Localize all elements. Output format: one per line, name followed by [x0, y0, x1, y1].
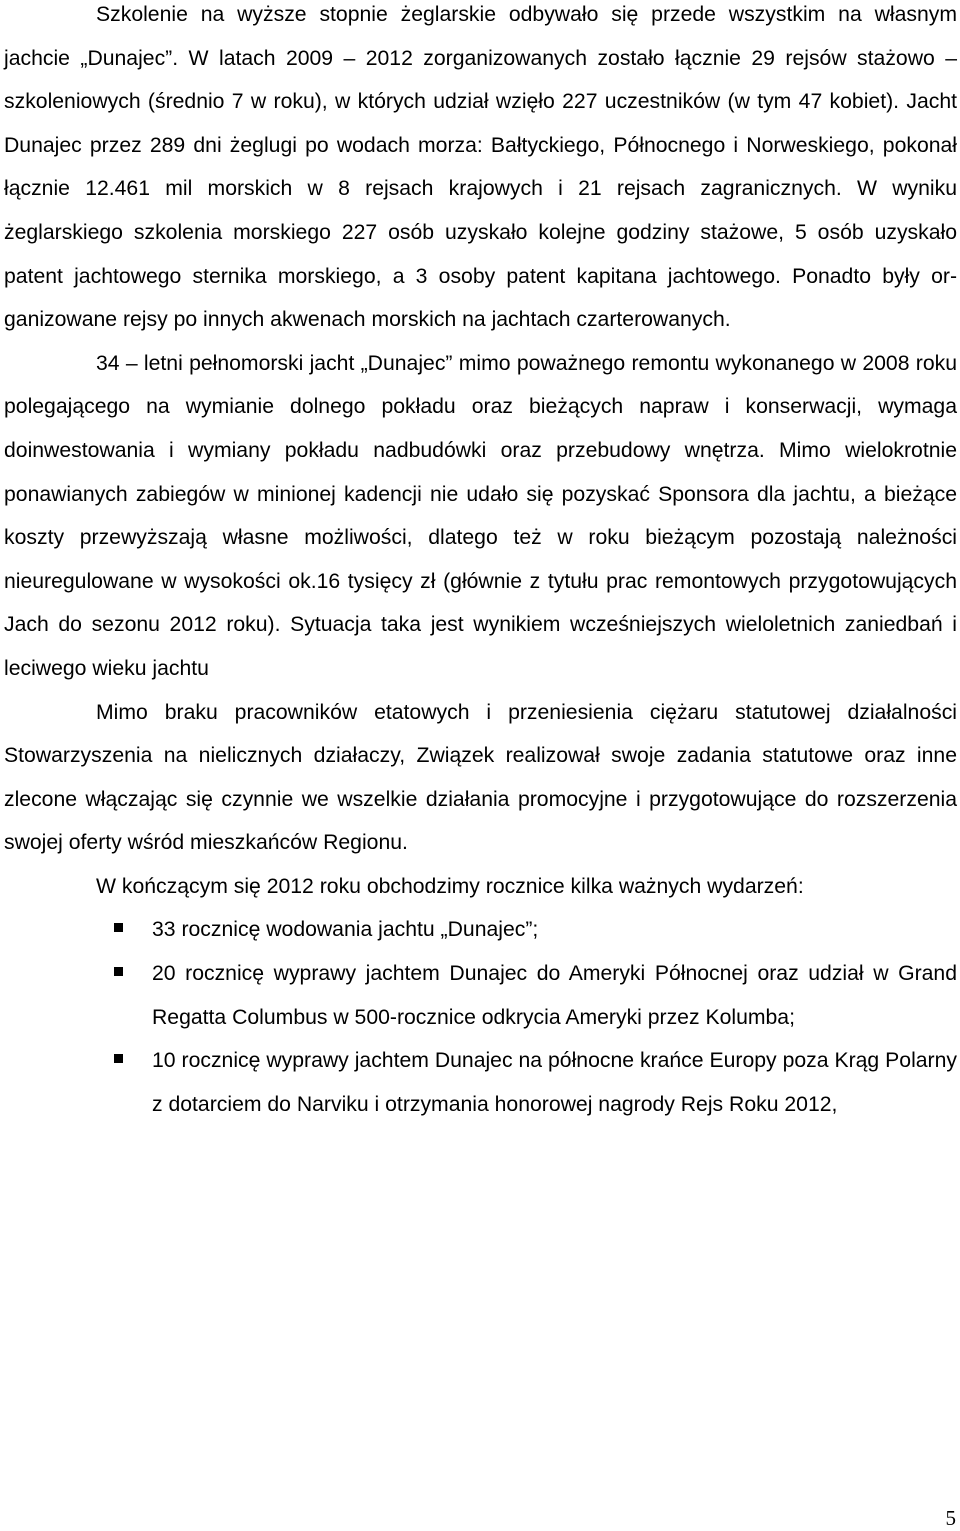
anniversary-list	[4, 908, 957, 1126]
list-item	[4, 952, 957, 1039]
square-bullet-icon	[114, 923, 123, 932]
list-item	[4, 1039, 957, 1126]
paragraph-anniversaries-intro: W kończącym się 2012 roku obchodzimy rocznice kilka ważnych wydarzeń:	[96, 874, 804, 898]
list-item-text: 33 rocznicę wodowania jachtu „Dunajec”;	[152, 918, 539, 942]
square-bullet-icon	[114, 1054, 123, 1063]
square-bullet-icon	[114, 967, 123, 976]
paragraph-association-activity: Mimo braku pracowników etatowych i przeniesienia ciężaru statutowej działalności Stowarzyszenia na nielicznych działaczy, Związek realizował swoje zadania statutowe oraz inne zlecone włączając się czynnie we wszelkie działania promocyjne i przygotowujące do rozszerzenia swojej oferty wśród mieszkańców Regionu.	[4, 700, 957, 855]
paragraph-sailing-training: Szkolenie na wyższe stopnie żeglarskie odbywało się przede wszystkim na własnym jachcie „Dunajec”. W latach 2009 – 2012 zorganizowanych zostało łącznie 29 rejsów stażowo – szkoleniowych (średnio 7 w roku), w których udział wzięło 227 uczestników (w tym 47 kobiet). Jacht Dunajec przez 289 dni żeglugi po wodach morza: Bałtyckiego, Północnego i Norweskiego, pokonał łącznie 12.461 mil morskich w 8 rejsach krajowych i 21 rejsach zagranicznych. W wyniku żeglarskiego szkolenia morskiego 227 osób uzyskało kolejne godziny stażowe, 5 osób uzyskało patent jachtowego sternika morskiego, a 3 osoby patent kapitana jachtowego. Ponadto były organizowane rejsy po innych akwenach morskich na jachtach czarterowanych.	[4, 3, 957, 332]
list-item	[4, 908, 957, 952]
list-item-text: 20 rocznicę wyprawy jachtem Dunajec do Ameryki Północnej oraz udział w Grand Regatta Columbus w 500-rocznice odkrycia Ameryki przez Kolumba;	[152, 962, 957, 1029]
list-item-text: 10 rocznicę wyprawy jachtem Dunajec na północne krańce Europy poza Krąg Polarny z dotarciem do Narviku i otrzymania honorowej nagrody Rejs Roku 2012,	[152, 1049, 957, 1116]
paragraph-yacht-condition: 34 – letni pełnomorski jacht „Dunajec” mimo poważnego remontu wykonanego w 2008 roku polegającego na wymianie dolnego pokładu oraz bieżących napraw i konserwacji, wymaga doinwestowania i wymiany pokładu nadbudówki oraz przebudowy wnętrza. Mimo wielokrotnie ponawianych zabiegów w minionej kadencji nie udało się pozyskać Sponsora dla jachtu, a bieżące koszty przewyższają własne możliwości, dlatego też w roku bieżącym pozostają należności nieuregulowane w wysokości ok.16 tysięcy zł (głównie z tytułu prac remontowych przygotowujących Jach do sezonu 2012 roku). Sytuacja taka jest wynikiem wcześniejszych wieloletnich zaniedbań i leciwego wieku jachtu	[4, 351, 957, 680]
page-number: 5	[945, 1506, 956, 1530]
document-page	[4, 0, 957, 1126]
